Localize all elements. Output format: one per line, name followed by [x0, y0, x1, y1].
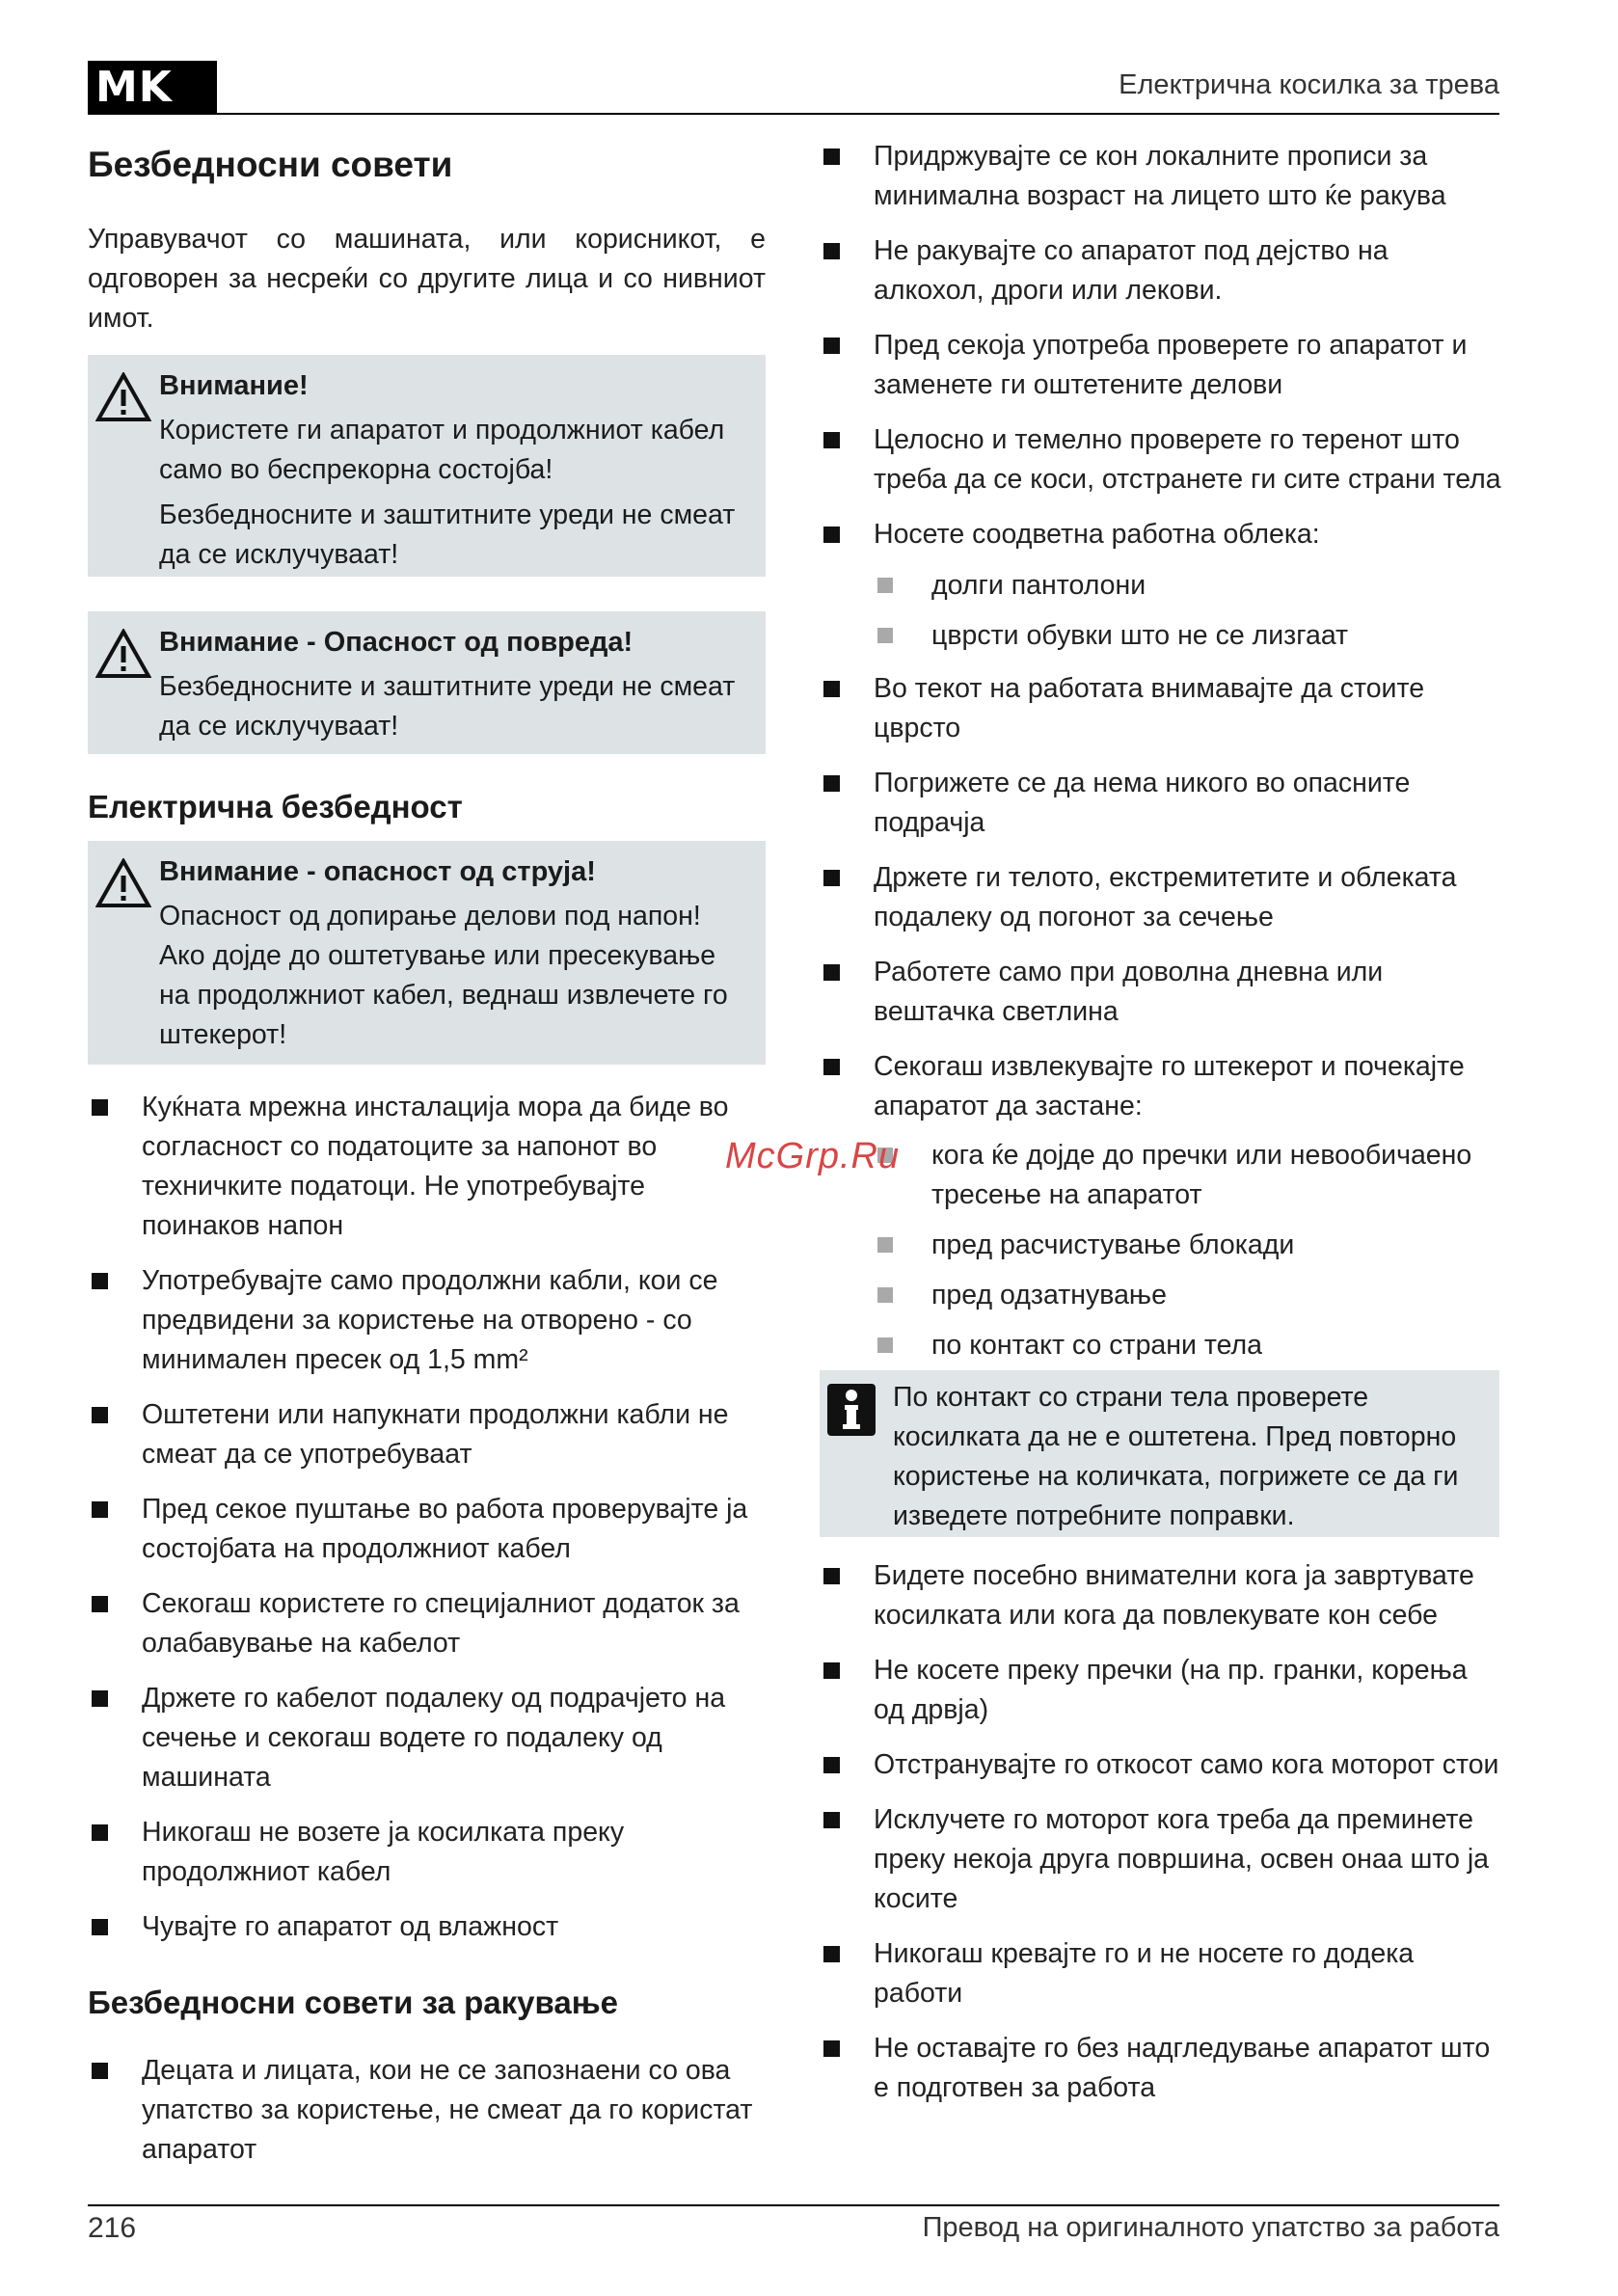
- bullet-square-icon: [823, 1059, 840, 1075]
- warning-text: Безбедносните и заштитните уреди не смеат да се исклучуваат!: [159, 500, 736, 570]
- document-title: Електрична косилка за трева: [1119, 69, 1499, 100]
- list-item: Не косете преку пречки (на пр. гранки, корења од дрвја): [820, 1651, 1504, 1730]
- list-item: Погрижете се да нема никого во опасните подрачја: [820, 764, 1504, 843]
- bullet-square-icon: [823, 775, 840, 792]
- list-item: Секогаш извлекувајте го штекерот и почекајте апаратот да застане:: [820, 1047, 1504, 1126]
- sublist-item: кога ќе дојде до пречки или невообичаено тресење на апаратот: [877, 1136, 1495, 1215]
- bullet-square-icon: [823, 1812, 840, 1828]
- list-item: Исклучете го моторот кога треба да преминете преку некоја друга површина, освен онаа што ја косите: [820, 1800, 1504, 1919]
- bullet-square-icon: [877, 1237, 893, 1253]
- sublist-item: пред расчистување блокади: [877, 1226, 1495, 1265]
- warning-text: Користете ги апаратот и продолжниот кабел само во беспрекорна состојба!: [159, 415, 725, 485]
- bullet-square-icon: [823, 149, 840, 165]
- bullet-square-icon: [92, 1919, 108, 1935]
- right-list-a: [820, 137, 1504, 570]
- bullet-square-icon: [92, 1273, 108, 1289]
- bullet-square-icon: [877, 628, 893, 643]
- sublist-item: по контакт со страни тела: [877, 1326, 1495, 1365]
- list-item: Употребувајте само продолжни кабли, кои се предвидени за користење на отворено - со минимален пресек од 1,5 mm²: [88, 1261, 753, 1380]
- list-item: Држете го кабелот подалеку од подрачјето на сечење и секогаш водете го подалеку од машината: [88, 1679, 753, 1797]
- list-item: Пред секое пуштање во работа проверувајте ја состојбата на продолжниот кабел: [88, 1490, 753, 1569]
- list-item: Куќната мрежна инсталација мора да биде во согласност со податоците за напонот во техничките податоци. Не употребувајте поинаков напон: [88, 1088, 753, 1246]
- footer-text: Превод на оригиналното упатство за работа: [922, 2212, 1499, 2243]
- list-item: Никогаш кревајте го и не носете го додека работи: [820, 1934, 1504, 2013]
- bullet-square-icon: [823, 1568, 840, 1584]
- list-item: Работете само при доволна дневна или вештачка светлина: [820, 953, 1504, 1032]
- right-list-b: [820, 669, 1504, 1142]
- info-text: По контакт со страни тела проверете косилката да не е оштетена. Пред повторно користење на количката, погрижете се да ги изведете потребните поправки.: [893, 1382, 1459, 1531]
- warning-box-1: [88, 355, 766, 577]
- handling-list: [88, 2051, 753, 2185]
- list-item: Држете ги телото, екстремитетите и облеката подалеку од погонот за сечење: [820, 858, 1504, 937]
- info-icon: [827, 1384, 876, 1436]
- bullet-square-icon: [92, 1824, 108, 1841]
- bullet-square-icon: [823, 1946, 840, 1962]
- bullet-square-icon: [92, 1501, 108, 1518]
- warning-text: Опасност од допирање делови под напон!: [159, 901, 701, 932]
- bullet-square-icon: [823, 338, 840, 354]
- right-list-c: [820, 1556, 1504, 2123]
- warning-title: Внимание!: [159, 370, 309, 401]
- header-rule: [217, 113, 1499, 115]
- bullet-square-icon: [823, 964, 840, 981]
- warning-text: Ако дојде до оштетување или пресекување на продолжниот кабел, веднаш извлечете го штекерот!: [159, 940, 728, 1050]
- bullet-square-icon: [877, 1287, 893, 1303]
- watermark: McGrp.Ru: [725, 1136, 901, 1176]
- list-item: Не оставајте го без надгледување апаратот што е подготвен за работа: [820, 2029, 1504, 2108]
- list-item: Пред секоја употреба проверете го апаратот и заменете ги оштетените делови: [820, 326, 1504, 405]
- language-badge: MK: [88, 61, 217, 115]
- sublist-item: долги пантолони: [877, 566, 1495, 606]
- bullet-square-icon: [823, 527, 840, 543]
- electric-safety-list: [88, 1088, 753, 1962]
- bullet-square-icon: [92, 1407, 108, 1423]
- intro-paragraph: Управувачот со машината, или корисникот, е одговорен за несреќи со другите лица и со нивниот имот.: [88, 224, 766, 334]
- bullet-square-icon: [92, 2063, 108, 2079]
- list-item: Во текот на работата внимавајте да стоите цврсто: [820, 669, 1504, 748]
- list-item: Бидете посебно внимателни кога ја завртувате косилката или кога да повлекувате кон себе: [820, 1556, 1504, 1635]
- list-item: Децата и лицата, кои не се запознаени со ова упатство за користење, не смеат да го користат апаратот: [88, 2051, 753, 2170]
- info-box: [820, 1370, 1499, 1537]
- footer-rule: [88, 2204, 1499, 2206]
- heading-handling-safety: Безбедносни совети за ракување: [88, 1985, 618, 2020]
- bullet-square-icon: [823, 681, 840, 697]
- bullet-square-icon: [823, 2040, 840, 2057]
- heading-safety: Безбедносни совети: [88, 145, 453, 184]
- list-item: Чувајте го апаратот од влажност: [88, 1907, 753, 1947]
- warning-box-2: [88, 611, 766, 754]
- bullet-square-icon: [823, 1757, 840, 1773]
- bullet-square-icon: [823, 870, 840, 886]
- list-item: Отстранувајте го откосот само кога моторот стои: [820, 1745, 1504, 1785]
- bullet-square-icon: [92, 1690, 108, 1707]
- list-item: Придржувајте се кон локалните прописи за минимална возраст на лицето што ќе ракува: [820, 137, 1504, 216]
- bullet-square-icon: [92, 1099, 108, 1116]
- list-item: Не ракувајте со апаратот под дејство на алкохол, дроги или лекови.: [820, 231, 1504, 311]
- list-item: Оштетени или напукнати продолжни кабли не смеат да се употребуваат: [88, 1395, 753, 1474]
- bullet-square-icon: [877, 578, 893, 593]
- list-item: Целосно и темелно проверете го теренот што треба да се коси, отстранете ги сите страни тела: [820, 420, 1504, 500]
- warning-box-3: [88, 841, 766, 1065]
- warning-text: Безбедносните и заштитните уреди не смеат да се исклучуваат!: [159, 671, 736, 742]
- warning-triangle-icon: [95, 372, 151, 422]
- bullet-square-icon: [877, 1337, 893, 1353]
- bullet-square-icon: [823, 432, 840, 448]
- sublist-item: пред одзатнување: [877, 1276, 1495, 1315]
- warning-title: Внимание - Опасност од повреда!: [159, 627, 634, 658]
- list-item: Секогаш користете го специјалниот додаток за олабавување на кабелот: [88, 1584, 753, 1663]
- page-number: 216: [88, 2212, 137, 2244]
- list-item: Носете соодветна работна облека:: [820, 515, 1504, 554]
- sublist-item: цврсти обувки што не се лизгаат: [877, 616, 1495, 656]
- bullet-square-icon: [823, 1662, 840, 1679]
- warning-title: Внимание - опасност од струја!: [159, 856, 596, 887]
- clothing-sublist: [877, 566, 1495, 666]
- list-item: Никогаш не возете ја косилката преку продолжниот кабел: [88, 1813, 753, 1892]
- bullet-square-icon: [92, 1596, 108, 1612]
- warning-triangle-icon: [95, 858, 151, 908]
- bullet-square-icon: [823, 243, 840, 259]
- warning-triangle-icon: [95, 629, 151, 679]
- unplug-sublist: [877, 1136, 1495, 1376]
- heading-electric-safety: Електрична безбедност: [88, 789, 463, 824]
